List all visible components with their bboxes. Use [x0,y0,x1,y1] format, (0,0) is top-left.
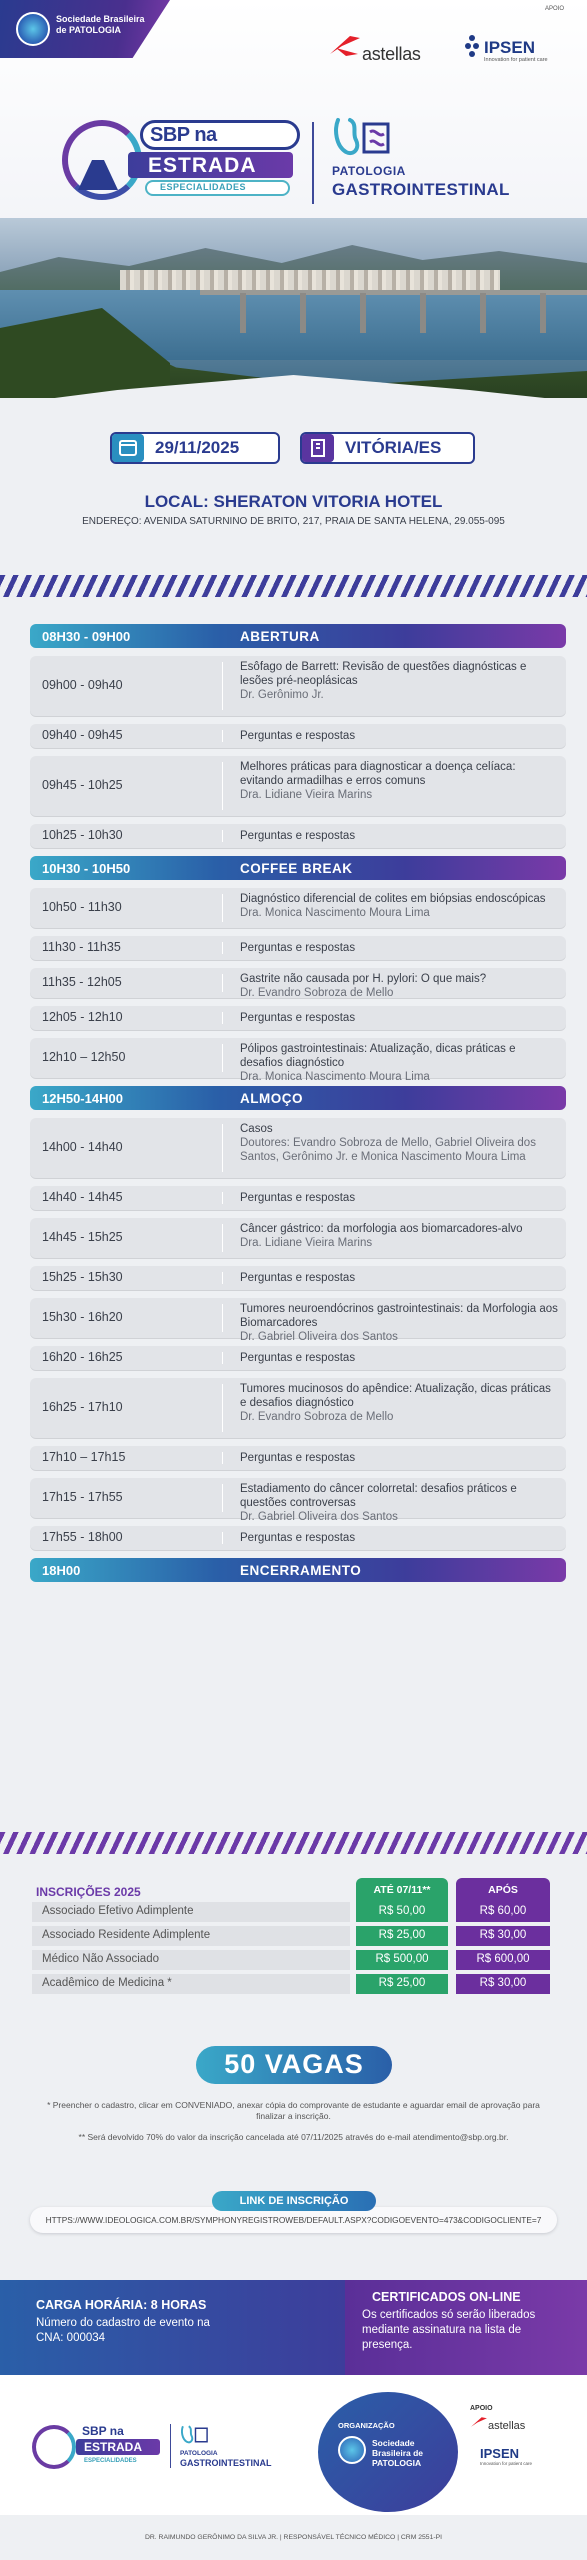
ipsen-tagline: Innovation for patient care [484,57,548,63]
row-title: Pólipos gastrointestinais: Atualização, dicas práticas e desafios diagnóstico [240,1043,516,1069]
bridge-pier [480,293,486,333]
especialidades-text: ESPECIALIDADES [160,182,247,192]
row-title: Estadiamento do câncer colorretal: desafios práticos e questões controversas [240,1483,517,1509]
row-divider [222,1012,223,1024]
row-time: 10h50 - 11h30 [42,900,122,914]
section-time: 12H50-14H00 [42,1091,123,1106]
footer-patologia: PATOLOGIA [180,2450,218,2457]
schedule-row [30,1378,566,1438]
apoio-label: APOIO [545,6,565,12]
row-title: Tumores mucinosos do apêndice: Atualização, dicas práticas e desafios diagnóstico [240,1383,551,1409]
row-time: 17h15 - 17h55 [42,1490,123,1504]
footer-gastrointestinal: GASTROINTESTINAL [180,2458,272,2468]
section-time: 08H30 - 09H00 [42,629,131,644]
row-time: 16h20 - 16h25 [42,1350,123,1364]
patologia-title: PATOLOGIA [332,164,406,178]
bridge-pier [300,293,306,333]
building-icon [302,434,334,462]
price-col-late: APÓS [456,1878,550,1902]
price-late: R$ 30,00 [456,1974,550,1994]
price-early: R$ 25,00 [356,1974,448,1994]
price-table-title: INSCRIÇÕES 2025 [36,1885,141,1899]
bridge-pier [360,293,366,333]
row-divider [222,1452,223,1464]
price-late: R$ 60,00 [456,1902,550,1922]
astellas-logo-icon [470,2416,488,2428]
row-divider [222,942,223,954]
bridge-pier [240,293,246,333]
decorative-stripes [0,575,587,597]
certificados-title: CERTIFICADOS ON-LINE [372,2290,521,2304]
row-title: Perguntas e respostas [240,1192,356,1204]
note-academic: * Preencher o cadastro, clicar em CONVENIADO, anexar cópia do comprovante de estudante e aguardar email de aprovação para finalizar a inscrição. [47,2100,540,2121]
price-late: R$ 30,00 [456,1926,550,1946]
row-time: 11h30 - 11h35 [42,940,121,954]
row-divider [222,974,223,992]
section-label: ALMOÇO [240,1091,303,1106]
event-address: ENDEREÇO: AVENIDA SATURNINO DE BRITO, 217, PRAIA DE SANTA HELENA, 29.055-095 [82,516,505,527]
row-time: 09h40 - 09h45 [42,728,123,742]
note-refund: ** Será devolvido 70% do valor da inscrição cancelada até 07/11/2025 através do e-mail atendimento@sbp.org.br. [78,2132,509,2142]
row-title: Perguntas e respostas [240,1272,356,1284]
footer-apoio: APOIO [470,2405,493,2412]
footer-astellas: astellas [488,2420,526,2432]
footer-estrada: ESTRADA [84,2440,143,2454]
row-time: 10h25 - 10h30 [42,828,123,842]
row-speaker: Dra. Monica Nascimento Moura Lima [240,1071,430,1083]
decorative-stripes [0,1832,587,1854]
schedule-row [30,1478,566,1523]
row-title: Tumores neuroendócrinos gastrointestinais: da Morfologia aos Biomarcadores [240,1303,558,1329]
gastrointestinal-icon [180,2424,210,2446]
row-title: Perguntas e respostas [240,1352,356,1364]
schedule-row [30,968,566,998]
row-speaker: Dr. Evandro Sobroza de Mello [240,1411,394,1423]
price-row [32,1974,552,1994]
price-early: R$ 500,00 [356,1950,448,1970]
row-title: Perguntas e respostas [240,942,356,954]
row-time: 17h10 – 17h15 [42,1450,126,1464]
ipsen-logo-text: IPSEN [484,38,536,57]
schedule-row [30,1218,566,1258]
row-time: 16h25 - 17h10 [42,1400,123,1414]
row-title: Perguntas e respostas [240,730,356,742]
gastrointestinal-icon [332,116,394,160]
row-title: Melhores práticas para diagnosticar a doença celíaca: evitando armadilhas e erros comuns [240,761,516,787]
registration-link-label: LINK DE INSCRIÇÃO [212,2191,376,2211]
row-divider [222,730,223,742]
schedule-row [30,936,566,960]
schedule-row [30,656,566,716]
schedule-row [30,1526,566,1550]
section-label: ABERTURA [240,629,320,644]
price-late: R$ 600,00 [456,1950,550,1970]
section-time: 10H30 - 10H50 [42,861,131,876]
footer-sbp-na: SBP na [82,2424,124,2438]
section-time: 18H00 [42,1563,81,1578]
schedule-row [30,756,566,816]
row-divider [222,1272,223,1284]
footer-ipsen-tagline: Innovation for patient care [480,2461,533,2466]
row-time: 15h30 - 16h20 [42,1310,123,1324]
row-title: Perguntas e respostas [240,1452,356,1464]
row-time: 17h55 - 18h00 [42,1530,123,1544]
schedule-row [30,1266,566,1290]
sbp-logo-icon [16,12,50,46]
bridge-pier [420,293,426,333]
row-divider [222,1384,223,1432]
row-speaker: Dr. Gabriel Oliveira dos Santos [240,1331,398,1343]
row-title: Esôfago de Barrett: Revisão de questões diagnósticas e lesões pré-neoplásicas [240,661,527,687]
row-title: Perguntas e respostas [240,1012,356,1024]
footer-divider [170,2424,171,2468]
row-divider [222,1352,223,1364]
price-row [32,1902,552,1922]
gastrointestinal-title: GASTROINTESTINAL [332,180,510,199]
row-speaker: Dr. Gabriel Oliveira dos Santos [240,1511,398,1523]
row-title: Perguntas e respostas [240,830,356,842]
row-title: Gastrite não causada por H. pylori: O que mais? [240,973,487,985]
price-row [32,1950,552,1970]
section-bar [30,624,566,648]
section-label: ENCERRAMENTO [240,1563,362,1578]
header-divider [312,122,314,204]
row-divider [222,662,223,710]
event-local: LOCAL: SHERATON VITORIA HOTEL [144,492,443,511]
row-time: 12h05 - 12h10 [42,1010,123,1024]
price-category: Associado Residente Adimplente [32,1926,350,1946]
row-divider [222,1124,223,1172]
section-bar [30,856,566,880]
row-divider [222,762,223,810]
registration-link[interactable]: HTTPS://WWW.IDEOLOGICA.COM.BR/SYMPHONYREGISTROWEB/DEFAULT.ASPX?CODIGOEVENTO=473&CODIGOCLIENTE=7 [30,2207,557,2233]
row-time: 12h10 – 12h50 [42,1050,126,1064]
certificados-text: Os certificados só serão liberados mediante assinatura na lista de presença. [362,2309,536,2351]
price-row [32,1926,552,1946]
row-time: 14h00 - 14h40 [42,1140,123,1154]
row-time: 09h45 - 10h25 [42,778,123,792]
photo-city [120,270,500,290]
schedule-row [30,1446,566,1470]
row-time: 11h35 - 12h05 [42,975,122,989]
schedule-row [30,1038,566,1083]
row-time: 09h00 - 09h40 [42,678,123,692]
carga-horaria-text: Número do cadastro de evento na CNA: 000034 [36,2317,210,2344]
event-city: VITÓRIA/ES [345,438,442,457]
ipsen-logo-icon [463,34,481,58]
section-label: COFFEE BREAK [240,861,353,876]
row-divider [222,830,223,842]
vagas-badge: 50 VAGAS [196,2046,392,2084]
section-bar [30,1558,566,1582]
calendar-icon [112,434,144,462]
schedule-row [30,724,566,748]
price-col-early: ATÉ 07/11** [356,1878,448,1902]
row-speaker: Dr. Evandro Sobroza de Mello [240,987,394,999]
sbp-na-text: SBP na [150,124,217,146]
section-bar [30,1086,566,1110]
schedule-row [30,1298,566,1343]
bridge-pier [540,293,546,333]
schedule-row [30,1006,566,1030]
row-speaker: Dra. Lidiane Vieira Marins [240,789,373,801]
schedule-row [30,1118,566,1178]
carga-horaria-title: CARGA HORÁRIA: 8 HORAS [36,2298,207,2312]
row-time: 14h40 - 14h45 [42,1190,123,1204]
row-title: Câncer gástrico: da morfologia aos biomarcadores-alvo [240,1223,523,1235]
row-divider [222,1192,223,1204]
sbp-estrada-ring-icon [32,2425,76,2469]
organizacao-label: ORGANIZAÇÃO [338,2421,395,2430]
event-date: 29/11/2025 [155,438,240,457]
row-speaker: Dra. Lidiane Vieira Marins [240,1237,373,1249]
row-speaker: Doutores: Evandro Sobroza de Mello, Gabriel Oliveira dos Santos, Gerônimo Jr. e Monica Nascimento Moura Lima [240,1137,536,1163]
row-divider [222,1224,223,1252]
price-early: R$ 25,00 [356,1926,448,1946]
sbp-logo-icon [338,2436,366,2464]
row-time: 14h45 - 15h25 [42,1230,123,1244]
footer-especialidades: ESPECIALIDADES [84,2458,137,2464]
footer-ipsen: IPSEN [480,2446,520,2461]
row-divider [222,894,223,922]
row-divider [222,1532,223,1544]
schedule-row [30,888,566,928]
price-early: R$ 50,00 [356,1902,448,1922]
row-divider [222,1304,223,1332]
row-time: 15h25 - 15h30 [42,1270,123,1284]
row-title: Diagnóstico diferencial de colites em biópsias endoscópicas [240,893,546,905]
schedule-row [30,1346,566,1370]
footer-org-name: Sociedade Brasileira de PATOLOGIA [372,2438,424,2468]
row-speaker: Dr. Gerônimo Jr. [240,689,324,701]
price-category: Associado Efetivo Adimplente [32,1902,350,1922]
astellas-logo-text: astellas [362,44,421,64]
schedule-row [30,1186,566,1210]
estrada-text: ESTRADA [148,154,257,177]
vitoria-bridge-photo [0,218,587,398]
credit-line: DR. RAIMUNDO GERÔNIMO DA SILVA JR. | RESPONSÁVEL TÉCNICO MÉDICO | CRM 2551-PI [144,2534,443,2541]
row-title: Casos [240,1123,273,1135]
org-name: Sociedade Brasileira de PATOLOGIA [56,14,145,35]
row-divider [222,1484,223,1512]
row-speaker: Dra. Monica Nascimento Moura Lima [240,907,430,919]
row-title: Perguntas e respostas [240,1532,356,1544]
price-category: Médico Não Associado [32,1950,350,1970]
astellas-logo-icon [328,34,362,56]
schedule-row [30,824,566,848]
price-category: Acadêmico de Medicina * [32,1974,350,1994]
bridge-deck [200,290,587,295]
row-divider [222,1044,223,1072]
